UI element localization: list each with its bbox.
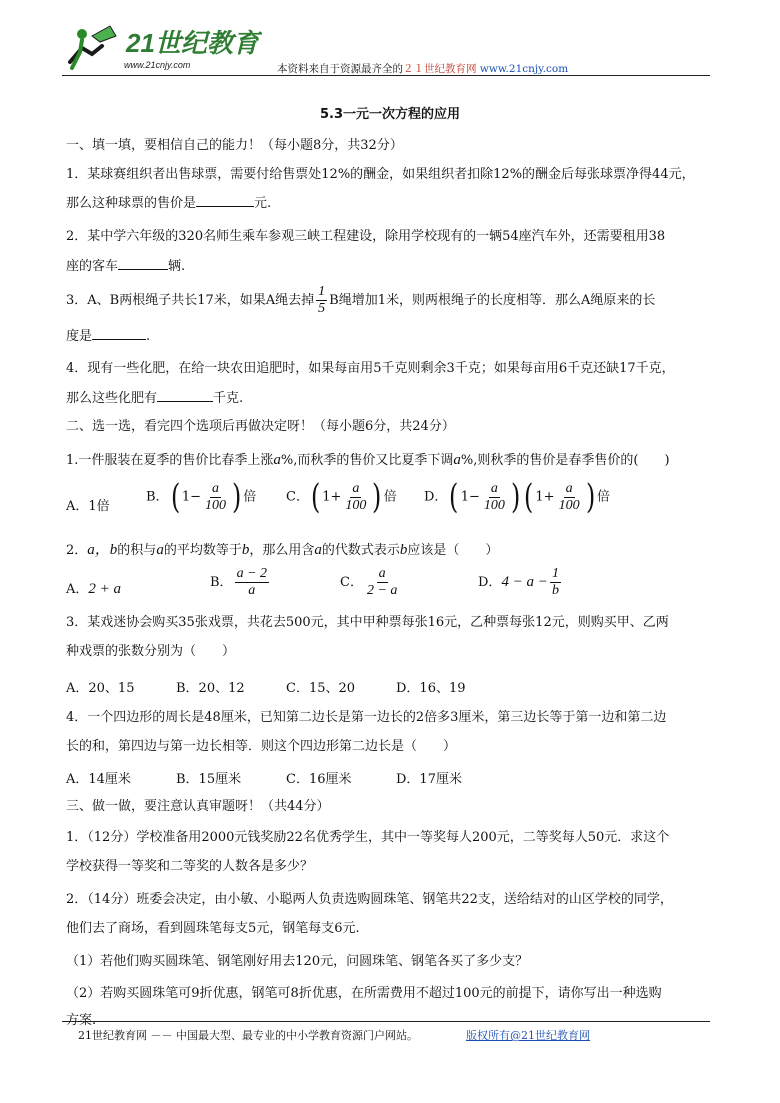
s2-q4-option-d[interactable]: D．17厘米	[396, 772, 462, 787]
s1-q2-line2: 座的客车 辆.	[66, 259, 186, 274]
s2-q4-option-b[interactable]: B．15厘米	[176, 772, 242, 787]
s2-q2-option-a[interactable]: A．2 + a	[66, 581, 122, 597]
section1-heading: 一、填一填，要相信自己的能力！（每小题8分，共32分）	[66, 138, 403, 153]
s2-q3-option-a[interactable]: A．20、15	[66, 681, 135, 696]
footer-divider	[62, 1021, 710, 1022]
answer-blank[interactable]	[196, 194, 254, 207]
fraction-a-over-100: $\frac{a}{100}$	[345, 480, 367, 513]
s3-q1-line2: 学校获得一等奖和二等奖的人数各是多少？	[66, 859, 314, 874]
logo-text: 21世纪教育	[126, 28, 259, 58]
s2-q1-option-c[interactable]: C．( 1+ $\frac{a}{100}$ ) 倍	[286, 477, 397, 517]
s3-q2-sub2: （2）若购买圆珠笔可9折优惠，钢笔可8折优惠，在所需费用不超过100元的前提下，请你写出一种选购	[66, 986, 662, 1001]
page-title: 5.3一元一次方程的应用	[319, 107, 461, 122]
fraction-a-over-100: $\frac{a}{100}$	[205, 480, 226, 513]
s1-q1-line1: 1．某球赛组织者出售球票，需要付给售票处12%的酬金，如果组织者扣除12%的酬金后每张球票净得44元，	[66, 167, 695, 182]
s2-q4-option-c[interactable]: C．16厘米	[286, 772, 352, 787]
s2-q2-stem: 2．a，b的积与a的平均数等于b，那么用含a的代数式表示b应该是（ ）	[66, 542, 499, 558]
notice-prefix: 本资料来自于资源最齐全的	[277, 63, 403, 75]
s1-q3-line2: 度是 .	[66, 329, 151, 344]
s2-q3-option-b[interactable]: B．20、12	[176, 681, 245, 696]
header-notice	[277, 61, 568, 76]
s2-q3-line2: 种戏票的张数分别为（ ）	[66, 644, 236, 659]
fraction-a-over-100: $\frac{a}{100}$	[558, 480, 580, 513]
s1-q3-line1: 3．A、B两根绳子共长17米，如果A绳去掉 $\frac{1}{5}$ B绳增加1米，则两根绳子的长度相等．那么A绳原来的长	[66, 284, 656, 316]
fraction-one-fifth: $\frac{1}{5}$	[318, 284, 326, 316]
notice-site-link[interactable]: ２１世纪教育网	[403, 63, 477, 75]
runner-icon	[70, 26, 116, 68]
s2-q2-option-c[interactable]: C． $\frac{a}{2 - a}$	[340, 566, 398, 598]
footer-copyright-link[interactable]: 版权所有@21世纪教育网	[466, 1029, 590, 1042]
answer-blank[interactable]	[157, 389, 213, 402]
footer-text: 21世纪教育网 －－ 中国最大型、最专业的中小学教育资源门户网站。	[78, 1029, 418, 1042]
s1-q4-line1: 4．现有一些化肥，在给一块农田追肥时，如果每亩用5千克则剩余3千克；如果每亩用6千克还缺17千克，	[66, 361, 675, 376]
s2-q2-option-b[interactable]: B． $\frac{a - 2}{a}$	[210, 566, 268, 598]
s2-q1-stem: 1.一件服装在夏季的售价比春季上涨a%,而秋季的售价又比夏季下调a%,则秋季的售价是春季售价的( )	[66, 452, 670, 468]
s3-q2-line2: 他们去了商场，看到圆珠笔每支5元，钢笔每支6元.	[66, 921, 360, 936]
s3-q1-line1: 1．（12分）学校准备用2000元钱奖励22名优秀学生，其中一等奖每人200元，二等奖每人50元．求这个	[66, 830, 670, 845]
s2-q1-option-a[interactable]: A．1倍	[66, 499, 110, 514]
fraction-a-over-100: $\frac{a}{100}$	[483, 480, 505, 513]
s3-q2-sub1: （1）若他们购买圆珠笔、钢笔刚好用去120元，问圆珠笔、钢笔各买了多少支？	[66, 954, 529, 969]
logo-url: www.21cnjy.com	[124, 60, 191, 70]
section3-heading: 三、做一做，要注意认真审题呀！（共44分）	[66, 799, 330, 814]
s2-q4-line2: 长的和，第四边与第一边长相等．则这个四边形第二边长是（ ）	[66, 739, 457, 754]
s2-q1-option-b[interactable]: B．( 1− $\frac{a}{100}$ ) 倍	[146, 477, 257, 517]
s2-q3-option-c[interactable]: C．15、20	[286, 681, 356, 696]
s2-q3-option-d[interactable]: D．16、19	[396, 681, 466, 696]
section2-heading: 二、选一选，看完四个选项后再做决定呀！（每小题6分，共24分）	[66, 419, 455, 434]
s1-q1-line2: 那么这种球票的售价是 元.	[66, 196, 272, 211]
s2-q4-line1: 4．一个四边形的周长是48厘米，已知第二边长是第一边长的2倍多3厘米，第三边长等于第一边和第二边	[66, 710, 667, 725]
s3-q2-line1: 2．（14分）班委会决定，由小敏、小聪两人负责选购圆珠笔、钢笔共22支，送给结对的山区学校的同学，	[66, 892, 673, 907]
answer-blank[interactable]	[118, 257, 168, 270]
s2-q3-line1: 3．某戏迷协会购买35张戏票，共花去500元，其中甲种票每张16元，乙种票每张12元，则购买甲、乙两	[66, 615, 669, 630]
notice-url-link[interactable]: www.21cnjy.com	[479, 63, 569, 75]
s3-q2-sub2-cont: 方案.	[66, 1013, 97, 1028]
header-divider	[62, 75, 710, 76]
s2-q1-option-d[interactable]: D．( 1− $\frac{a}{100}$ ) ( 1+ $\frac{a}{100}$ ) 倍	[424, 477, 610, 517]
s1-q4-line2: 那么这些化肥有 千克.	[66, 391, 244, 406]
site-logo[interactable]	[62, 22, 262, 74]
s2-q2-option-d[interactable]: D．4 − a − $\frac{1}{b}$	[478, 566, 559, 598]
answer-blank[interactable]	[92, 327, 146, 340]
s1-q2-line1: 2．某中学六年级的320名师生乘车参观三峡工程建设，除用学校现有的一辆54座汽车外，还需要租用38	[66, 229, 666, 244]
s2-q4-option-a[interactable]: A．14厘米	[66, 772, 131, 787]
